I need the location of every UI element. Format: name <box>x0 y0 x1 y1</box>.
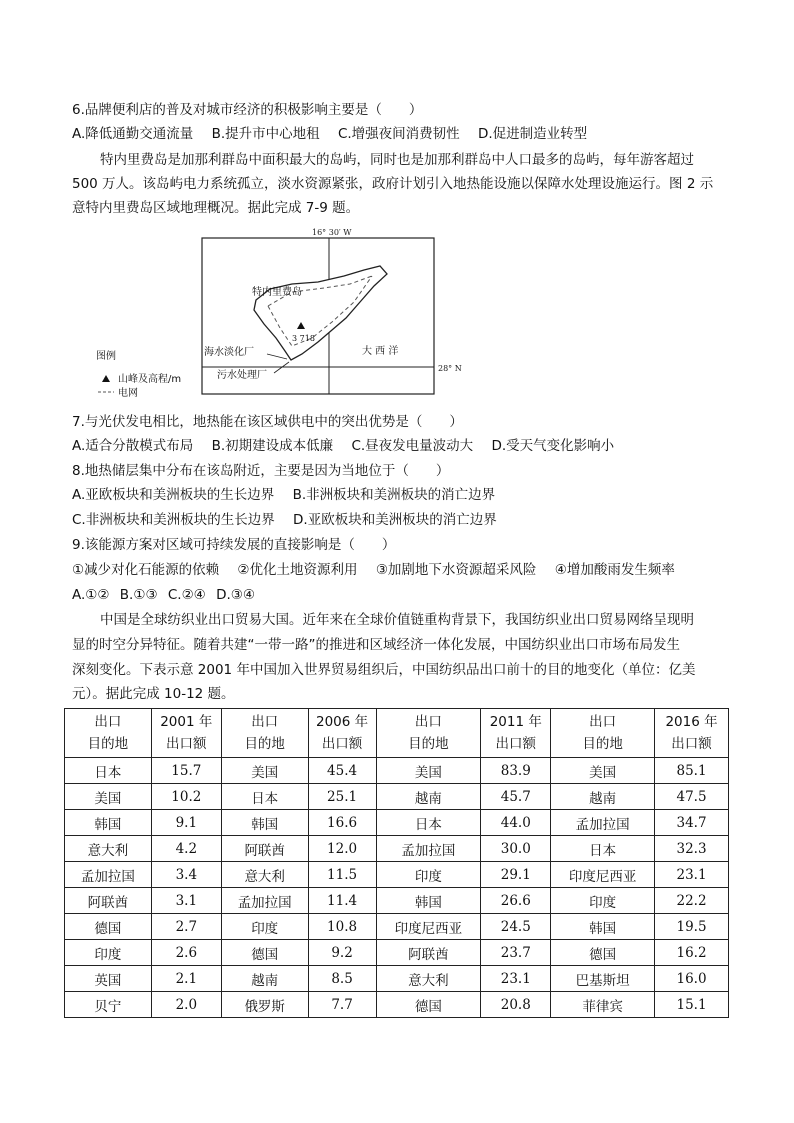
amount-cell: 10.8 <box>308 914 376 940</box>
q9-item-2: ②优化土地资源利用 <box>237 562 358 578</box>
q7-option-b: B.初期建设成本低廉 <box>211 438 334 454</box>
destination-cell: 印度 <box>551 888 655 914</box>
amount-cell: 19.5 <box>655 914 729 940</box>
desalination-label: 海水淡化厂 <box>204 347 254 358</box>
ocean-label: 大 西 洋 <box>362 346 399 357</box>
table-row <box>65 810 729 836</box>
table-row <box>65 836 729 862</box>
destination-cell: 英国 <box>65 966 152 992</box>
amount-cell: 10.2 <box>151 784 221 810</box>
header-destination-2006: 出口 目的地 <box>221 709 308 758</box>
header-destination-2011: 出口 目的地 <box>376 709 481 758</box>
amount-cell: 16.0 <box>655 966 729 992</box>
destination-cell: 意大利 <box>221 862 308 888</box>
amount-cell: 45.4 <box>308 758 376 784</box>
header-amount-2006: 2006 年 出口额 <box>308 709 376 758</box>
destination-cell: 菲律宾 <box>551 992 655 1018</box>
destination-cell: 孟加拉国 <box>376 836 481 862</box>
destination-cell: 美国 <box>376 758 481 784</box>
amount-cell: 47.5 <box>655 784 729 810</box>
passage2-line4: 元）。据此完成 10-12 题。 <box>72 686 235 702</box>
amount-cell: 34.7 <box>655 810 729 836</box>
amount-cell: 30.0 <box>481 836 551 862</box>
amount-cell: 12.0 <box>308 836 376 862</box>
amount-cell: 16.2 <box>655 940 729 966</box>
amount-cell: 11.5 <box>308 862 376 888</box>
destination-cell: 越南 <box>551 784 655 810</box>
destination-cell: 印度 <box>376 862 481 888</box>
destination-cell: 越南 <box>221 966 308 992</box>
q8-option-d: D.亚欧板块和美洲板块的消亡边界 <box>293 512 497 528</box>
amount-cell: 7.7 <box>308 992 376 1018</box>
destination-cell: 贝宁 <box>65 992 152 1018</box>
q8-options-row2 <box>72 510 511 530</box>
amount-cell: 23.1 <box>655 862 729 888</box>
passage1-line1: 特内里费岛是加那利群岛中面积最大的岛屿，同时也是加那利群岛中人口最多的岛屿，每年游客超过 <box>100 152 694 168</box>
legend-peak-icon <box>102 375 110 382</box>
destination-cell: 阿联酋 <box>65 888 152 914</box>
q9-options <box>72 585 269 605</box>
amount-cell: 85.1 <box>655 758 729 784</box>
amount-cell: 25.1 <box>308 784 376 810</box>
q7-option-a: A.适合分散模式布局 <box>72 438 194 454</box>
destination-cell: 德国 <box>65 914 152 940</box>
q6-options <box>72 124 601 144</box>
destination-cell: 韩国 <box>221 810 308 836</box>
q8-option-c: C.非洲板块和美洲板块的生长边界 <box>72 512 275 528</box>
amount-cell: 2.6 <box>151 940 221 966</box>
q9-item-1: ①减少对化石能源的依赖 <box>72 562 220 578</box>
destination-cell: 意大利 <box>65 836 152 862</box>
q9-item-3: ③加剧地下水资源超采风险 <box>375 562 537 578</box>
amount-cell: 2.7 <box>151 914 221 940</box>
amount-cell: 32.3 <box>655 836 729 862</box>
q8-option-a: A.亚欧板块和美洲板块的生长边界 <box>72 487 275 503</box>
destination-cell: 孟加拉国 <box>221 888 308 914</box>
amount-cell: 11.4 <box>308 888 376 914</box>
destination-cell: 孟加拉国 <box>65 862 152 888</box>
amount-cell: 20.8 <box>481 992 551 1018</box>
table-row <box>65 940 729 966</box>
table-row <box>65 758 729 784</box>
amount-cell: 26.6 <box>481 888 551 914</box>
destination-cell: 巴基斯坦 <box>551 966 655 992</box>
q9-item-4: ④增加酸雨发生频率 <box>554 562 675 578</box>
amount-cell: 8.5 <box>308 966 376 992</box>
q8-stem: 8.地热储层集中分布在该岛附近，主要是因为当地位于（ ） <box>72 463 450 479</box>
amount-cell: 83.9 <box>481 758 551 784</box>
amount-cell: 9.1 <box>151 810 221 836</box>
q7-option-d: D.受天气变化影响小 <box>491 438 615 454</box>
q6-option-d: D.促进制造业转型 <box>477 126 588 142</box>
q9-option-d: D.③④ <box>216 587 255 603</box>
destination-cell: 印度尼西亚 <box>551 862 655 888</box>
header-amount-2001: 2001 年 出口额 <box>151 709 221 758</box>
destination-cell: 韩国 <box>376 888 481 914</box>
destination-cell: 意大利 <box>376 966 481 992</box>
destination-cell: 印度尼西亚 <box>376 914 481 940</box>
amount-cell: 15.1 <box>655 992 729 1018</box>
destination-cell: 日本 <box>376 810 481 836</box>
q9-option-b: B.①③ <box>119 587 158 603</box>
q6-option-a: A.降低通勤交通流量 <box>72 126 194 142</box>
legend-grid-label: 电网 <box>118 388 138 399</box>
table-row <box>65 888 729 914</box>
table-row <box>65 966 729 992</box>
amount-cell: 4.2 <box>151 836 221 862</box>
destination-cell: 孟加拉国 <box>551 810 655 836</box>
amount-cell: 29.1 <box>481 862 551 888</box>
table-row <box>65 914 729 940</box>
amount-cell: 3.4 <box>151 862 221 888</box>
destination-cell: 德国 <box>221 940 308 966</box>
table-row <box>65 862 729 888</box>
header-destination-2016: 出口 目的地 <box>551 709 655 758</box>
destination-cell: 日本 <box>65 758 152 784</box>
table-row <box>65 784 729 810</box>
destination-cell: 阿联酋 <box>376 940 481 966</box>
amount-cell: 23.1 <box>481 966 551 992</box>
amount-cell: 16.6 <box>308 810 376 836</box>
amount-cell: 45.7 <box>481 784 551 810</box>
passage2-line2: 显的时空分异特征。随着共建“一带一路”的推进和区域经济一体化发展，中国纺织业出口市场布局发生 <box>72 637 680 653</box>
longitude-label: 16° 30′ W <box>312 228 352 237</box>
amount-cell: 2.0 <box>151 992 221 1018</box>
export-table <box>64 708 729 1018</box>
legend-title: 图例 <box>96 351 116 362</box>
destination-cell: 韩国 <box>65 810 152 836</box>
desalination-pointer <box>267 354 287 359</box>
destination-cell: 越南 <box>376 784 481 810</box>
destination-cell: 印度 <box>65 940 152 966</box>
sewage-label: 污水处理厂 <box>217 370 267 381</box>
destination-cell: 俄罗斯 <box>221 992 308 1018</box>
amount-cell: 15.7 <box>151 758 221 784</box>
island-label: 特内里费岛 <box>252 287 302 298</box>
q9-stem: 9.该能源方案对区域可持续发展的直接影响是（ ） <box>72 537 396 553</box>
q9-items <box>72 560 689 580</box>
destination-cell: 印度 <box>221 914 308 940</box>
peak-elevation: 3 718 <box>292 334 315 343</box>
amount-cell: 3.1 <box>151 888 221 914</box>
table-row <box>65 992 729 1018</box>
amount-cell: 22.2 <box>655 888 729 914</box>
destination-cell: 美国 <box>221 758 308 784</box>
q7-stem: 7.与光伏发电相比，地热能在该区域供电中的突出优势是（ ） <box>72 414 463 430</box>
amount-cell: 2.1 <box>151 966 221 992</box>
destination-cell: 德国 <box>551 940 655 966</box>
header-amount-2011: 2011 年 出口额 <box>481 709 551 758</box>
q7-option-c: C.昼夜发电量波动大 <box>351 438 474 454</box>
q7-options <box>72 436 628 456</box>
amount-cell: 44.0 <box>481 810 551 836</box>
header-destination-2001: 出口 目的地 <box>65 709 152 758</box>
table-header-row <box>65 709 729 758</box>
q8-options-row1 <box>72 485 509 505</box>
tenerife-map <box>92 226 462 399</box>
destination-cell: 日本 <box>221 784 308 810</box>
latitude-label: 28° N <box>438 364 462 373</box>
q8-option-b: B.非洲板块和美洲板块的消亡边界 <box>292 487 496 503</box>
passage1-line3: 意特内里费岛区域地理概况。据此完成 7-9 题。 <box>72 200 360 216</box>
passage2-line3: 深刻变化。下表示意 2001 年中国加入世界贸易组织后，中国纺织品出口前十的目的地变化（单位：亿美 <box>72 662 696 678</box>
q6-option-c: C.增强夜间消费韧性 <box>337 126 460 142</box>
header-amount-2016: 2016 年 出口额 <box>655 709 729 758</box>
amount-cell: 23.7 <box>481 940 551 966</box>
destination-cell: 日本 <box>551 836 655 862</box>
destination-cell: 美国 <box>551 758 655 784</box>
destination-cell: 阿联酋 <box>221 836 308 862</box>
passage1-line2: 500 万人。该岛屿电力系统孤立，淡水资源紧张，政府计划引入地热能设施以保障水处理设施运行。图 2 示 <box>72 176 714 192</box>
amount-cell: 24.5 <box>481 914 551 940</box>
legend-peak-label: 山峰及高程/m <box>118 374 182 385</box>
q6-stem: 6.品牌便利店的普及对城市经济的积极影响主要是（ ） <box>72 102 423 118</box>
destination-cell: 韩国 <box>551 914 655 940</box>
passage2-line1: 中国是全球纺织业出口贸易大国。近年来在全球价值链重构背景下，我国纺织业出口贸易网络呈现明 <box>100 612 694 628</box>
table-body <box>65 758 729 1018</box>
q9-option-c: C.②④ <box>167 587 206 603</box>
amount-cell: 9.2 <box>308 940 376 966</box>
q9-option-a: A.①② <box>72 587 110 603</box>
q6-option-b: B.提升市中心地租 <box>211 126 320 142</box>
destination-cell: 德国 <box>376 992 481 1018</box>
destination-cell: 美国 <box>65 784 152 810</box>
